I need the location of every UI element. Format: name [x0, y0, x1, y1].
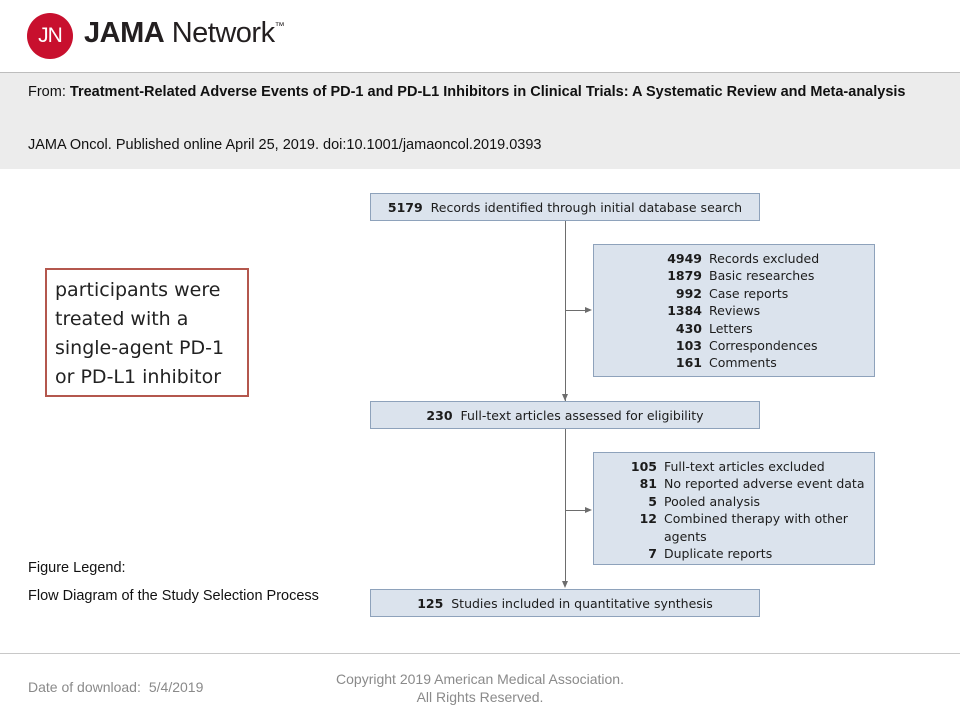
articles-excluded-table: [602, 458, 869, 562]
articles-excluded-box: [593, 452, 875, 565]
list-item: 12 Combined therapy with other agents: [639, 511, 848, 544]
from-label: From:: [28, 84, 66, 100]
copyright-line-1: Copyright 2019 American Medical Association.: [336, 671, 624, 687]
footer-divider: [0, 653, 960, 654]
assessed-articles-box: [370, 401, 760, 429]
records-identified-box: [370, 193, 760, 221]
header: [0, 0, 960, 72]
connector-assessed-to-included: [565, 428, 566, 581]
download-value: 5/4/2019: [148, 679, 204, 695]
annotation-callout: participants were treated with a single-agent PD-1 or PD-L1 inhibitor: [45, 268, 249, 397]
connector-to-articles-excluded: [565, 510, 585, 511]
article-citation: [28, 82, 922, 103]
article-title: Treatment-Related Adverse Events of PD-1 and PD-L1 Inhibitors in Clinical Trials: A Systematic Review and Meta-analysis: [69, 84, 906, 100]
connector-to-records-excluded: [565, 310, 585, 311]
trademark-symbol: ™: [274, 21, 285, 32]
brand-name: [84, 17, 284, 50]
list-item: 81 No reported adverse event data: [639, 476, 865, 492]
figure-legend-text: Flow Diagram of the Study Selection Process: [28, 588, 319, 604]
journal-reference: JAMA Oncol. Published online April 25, 2019. doi:10.1001/jamaoncol.2019.0393: [28, 137, 542, 153]
arrow-to-articles-excluded: [585, 507, 592, 513]
jama-network-logo-icon: JN: [27, 13, 73, 59]
figure-legend-label: Figure Legend:: [28, 560, 126, 576]
records-identified-count: 5179: [387, 199, 423, 215]
records-excluded-box: [593, 244, 875, 377]
list-item: 992 Case reports: [675, 285, 789, 301]
articles-excluded-header: 105 Full-text articles excluded: [630, 459, 825, 474]
copyright-line-2: All Rights Reserved.: [416, 689, 544, 705]
download-label: Date of download:: [28, 679, 141, 695]
list-item: 103 Correspondences: [675, 338, 818, 354]
records-excluded-table: [602, 250, 819, 372]
list-item: 430 Letters: [675, 320, 753, 336]
list-item: 7 Duplicate reports: [648, 546, 773, 562]
download-date: [28, 679, 203, 695]
assessed-articles-label: Full-text articles assessed for eligibility: [460, 407, 704, 423]
assessed-articles-count: 230: [426, 407, 453, 423]
citation-panel: [0, 72, 960, 169]
copyright-notice: [300, 670, 660, 706]
studies-included-count: 125: [417, 595, 444, 611]
records-excluded-header: 4949 Records excluded: [667, 251, 820, 266]
studies-included-label: Studies included in quantitative synthesis: [451, 595, 713, 611]
arrow-to-included: [562, 581, 568, 588]
list-item: 161 Comments: [675, 355, 777, 371]
arrow-to-assessed: [562, 394, 568, 401]
list-item: 5 Pooled analysis: [648, 493, 761, 509]
brand-name-rest: Network: [164, 17, 275, 49]
list-item: 1384 Reviews: [667, 303, 761, 319]
records-identified-label: Records identified through initial database search: [430, 199, 743, 215]
studies-included-box: [370, 589, 760, 617]
list-item: 1879 Basic researches: [667, 268, 815, 284]
arrow-to-records-excluded: [585, 307, 592, 313]
brand-name-bold: JAMA: [84, 17, 165, 49]
